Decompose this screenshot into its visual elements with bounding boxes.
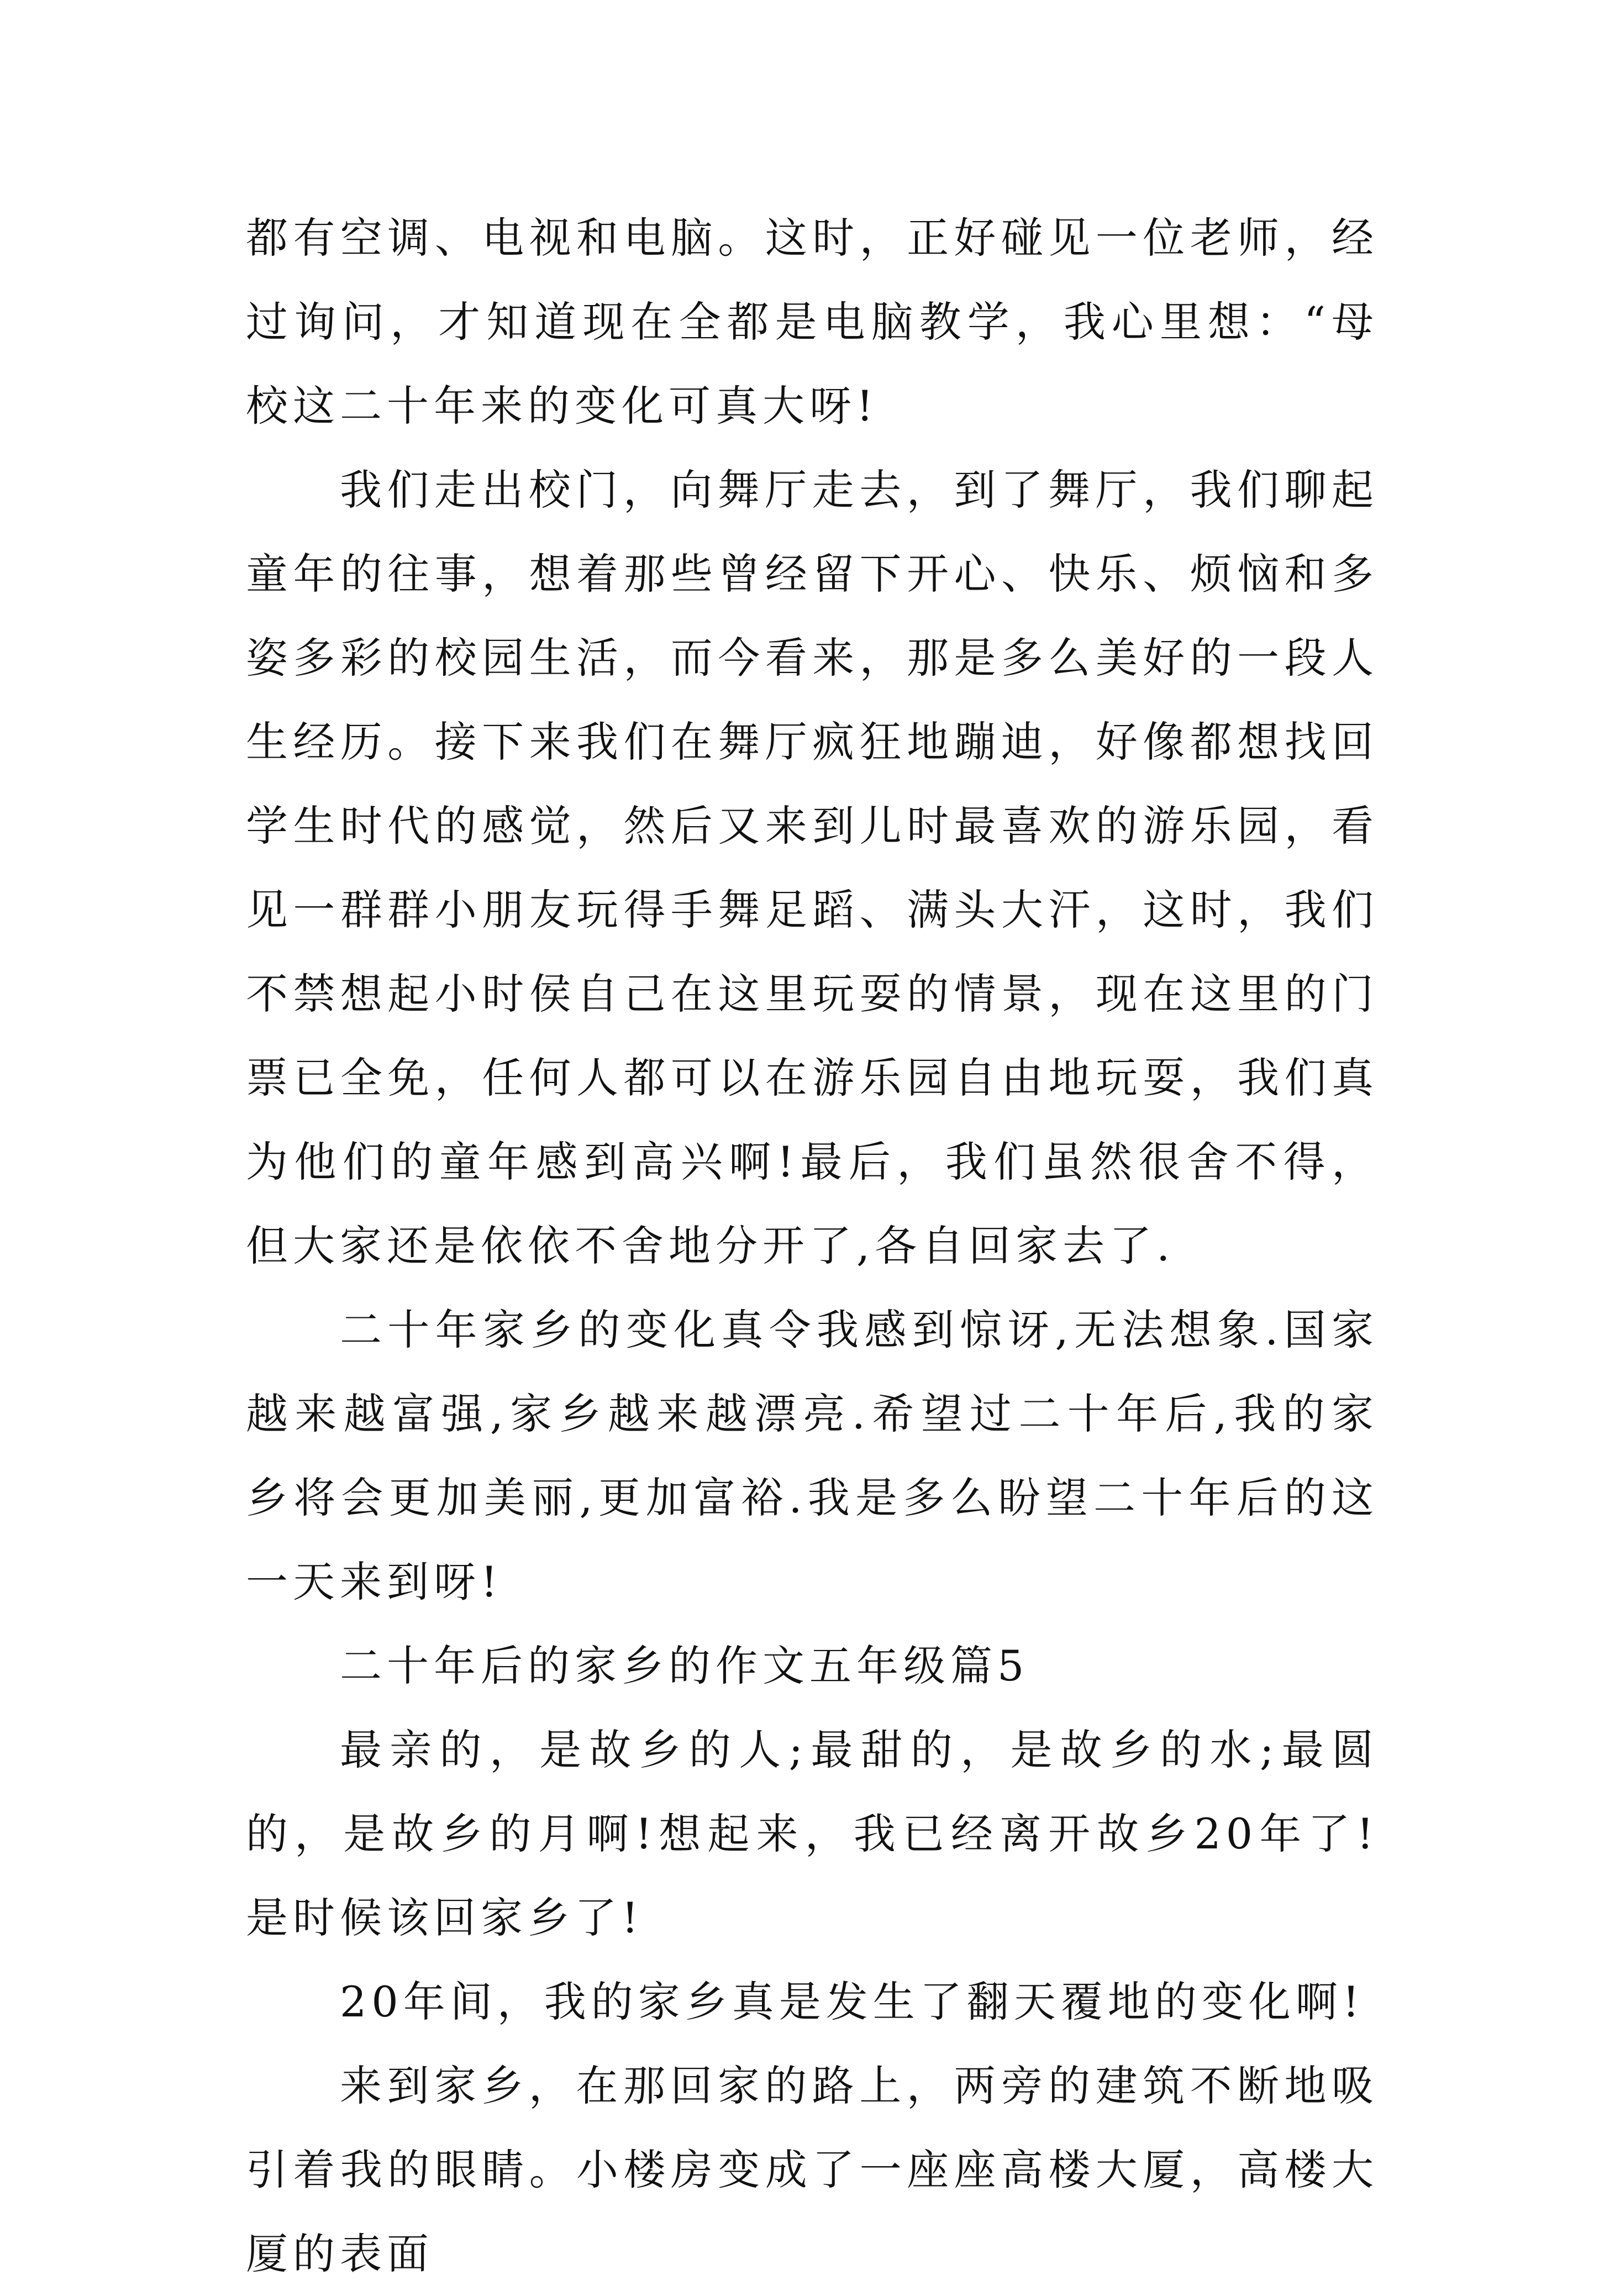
paragraph-5: 20年间，我的家乡真是发生了翻天覆地的变化啊! <box>340 1977 1365 2026</box>
document-body <box>246 196 1379 2296</box>
paragraph-1: 都有空调、电视和电脑。这时，正好碰见一位老师，经过询问，才知道现在全都是电脑教学，我心里想：“母校这二十年来的变化可真大呀! <box>246 213 1379 430</box>
paragraph-4: 最亲的，是故乡的人;最甜的，是故乡的水;最圆的，是故乡的月啊!想起来，我已经离开故乡20年了!是时候该回家乡了! <box>246 1725 1379 1942</box>
section-heading: 二十年后的家乡的作文五年级篇5 <box>340 1641 1029 1690</box>
paragraph-2: 我们走出校门，向舞厅走去，到了舞厅，我们聊起童年的往事，想着那些曾经留下开心、快乐、烦恼和多姿多彩的校园生活，而今看来，那是多么美好的一段人生经历。接下来我们在舞厅疯狂地蹦迪，好像都想找回学生时代的感觉，然后又来到儿时最喜欢的游乐园，看见一群群小朋友玩得手舞足蹈、满头大汗，这时，我们不禁想起小时侯自己在这里玩耍的情景，现在这里的门票已全免，任何人都可以在游乐园自由地玩耍，我们真为他们的童年感到高兴啊!最后，我们虽然很舍不得，但大家还是依依不舍地分开了,各自回家去了. <box>246 465 1379 1270</box>
paragraph-3: 二十年家乡的变化真令我感到惊讶,无法想象.国家越来越富强,家乡越来越漂亮.希望过二十年后,我的家乡将会更加美丽,更加富裕.我是多么盼望二十年后的这一天来到呀! <box>246 1305 1379 1606</box>
paragraph-6: 来到家乡，在那回家的路上，两旁的建筑不断地吸引着我的眼睛。小楼房变成了一座座高楼大厦，高楼大厦的表面 <box>246 2061 1379 2278</box>
